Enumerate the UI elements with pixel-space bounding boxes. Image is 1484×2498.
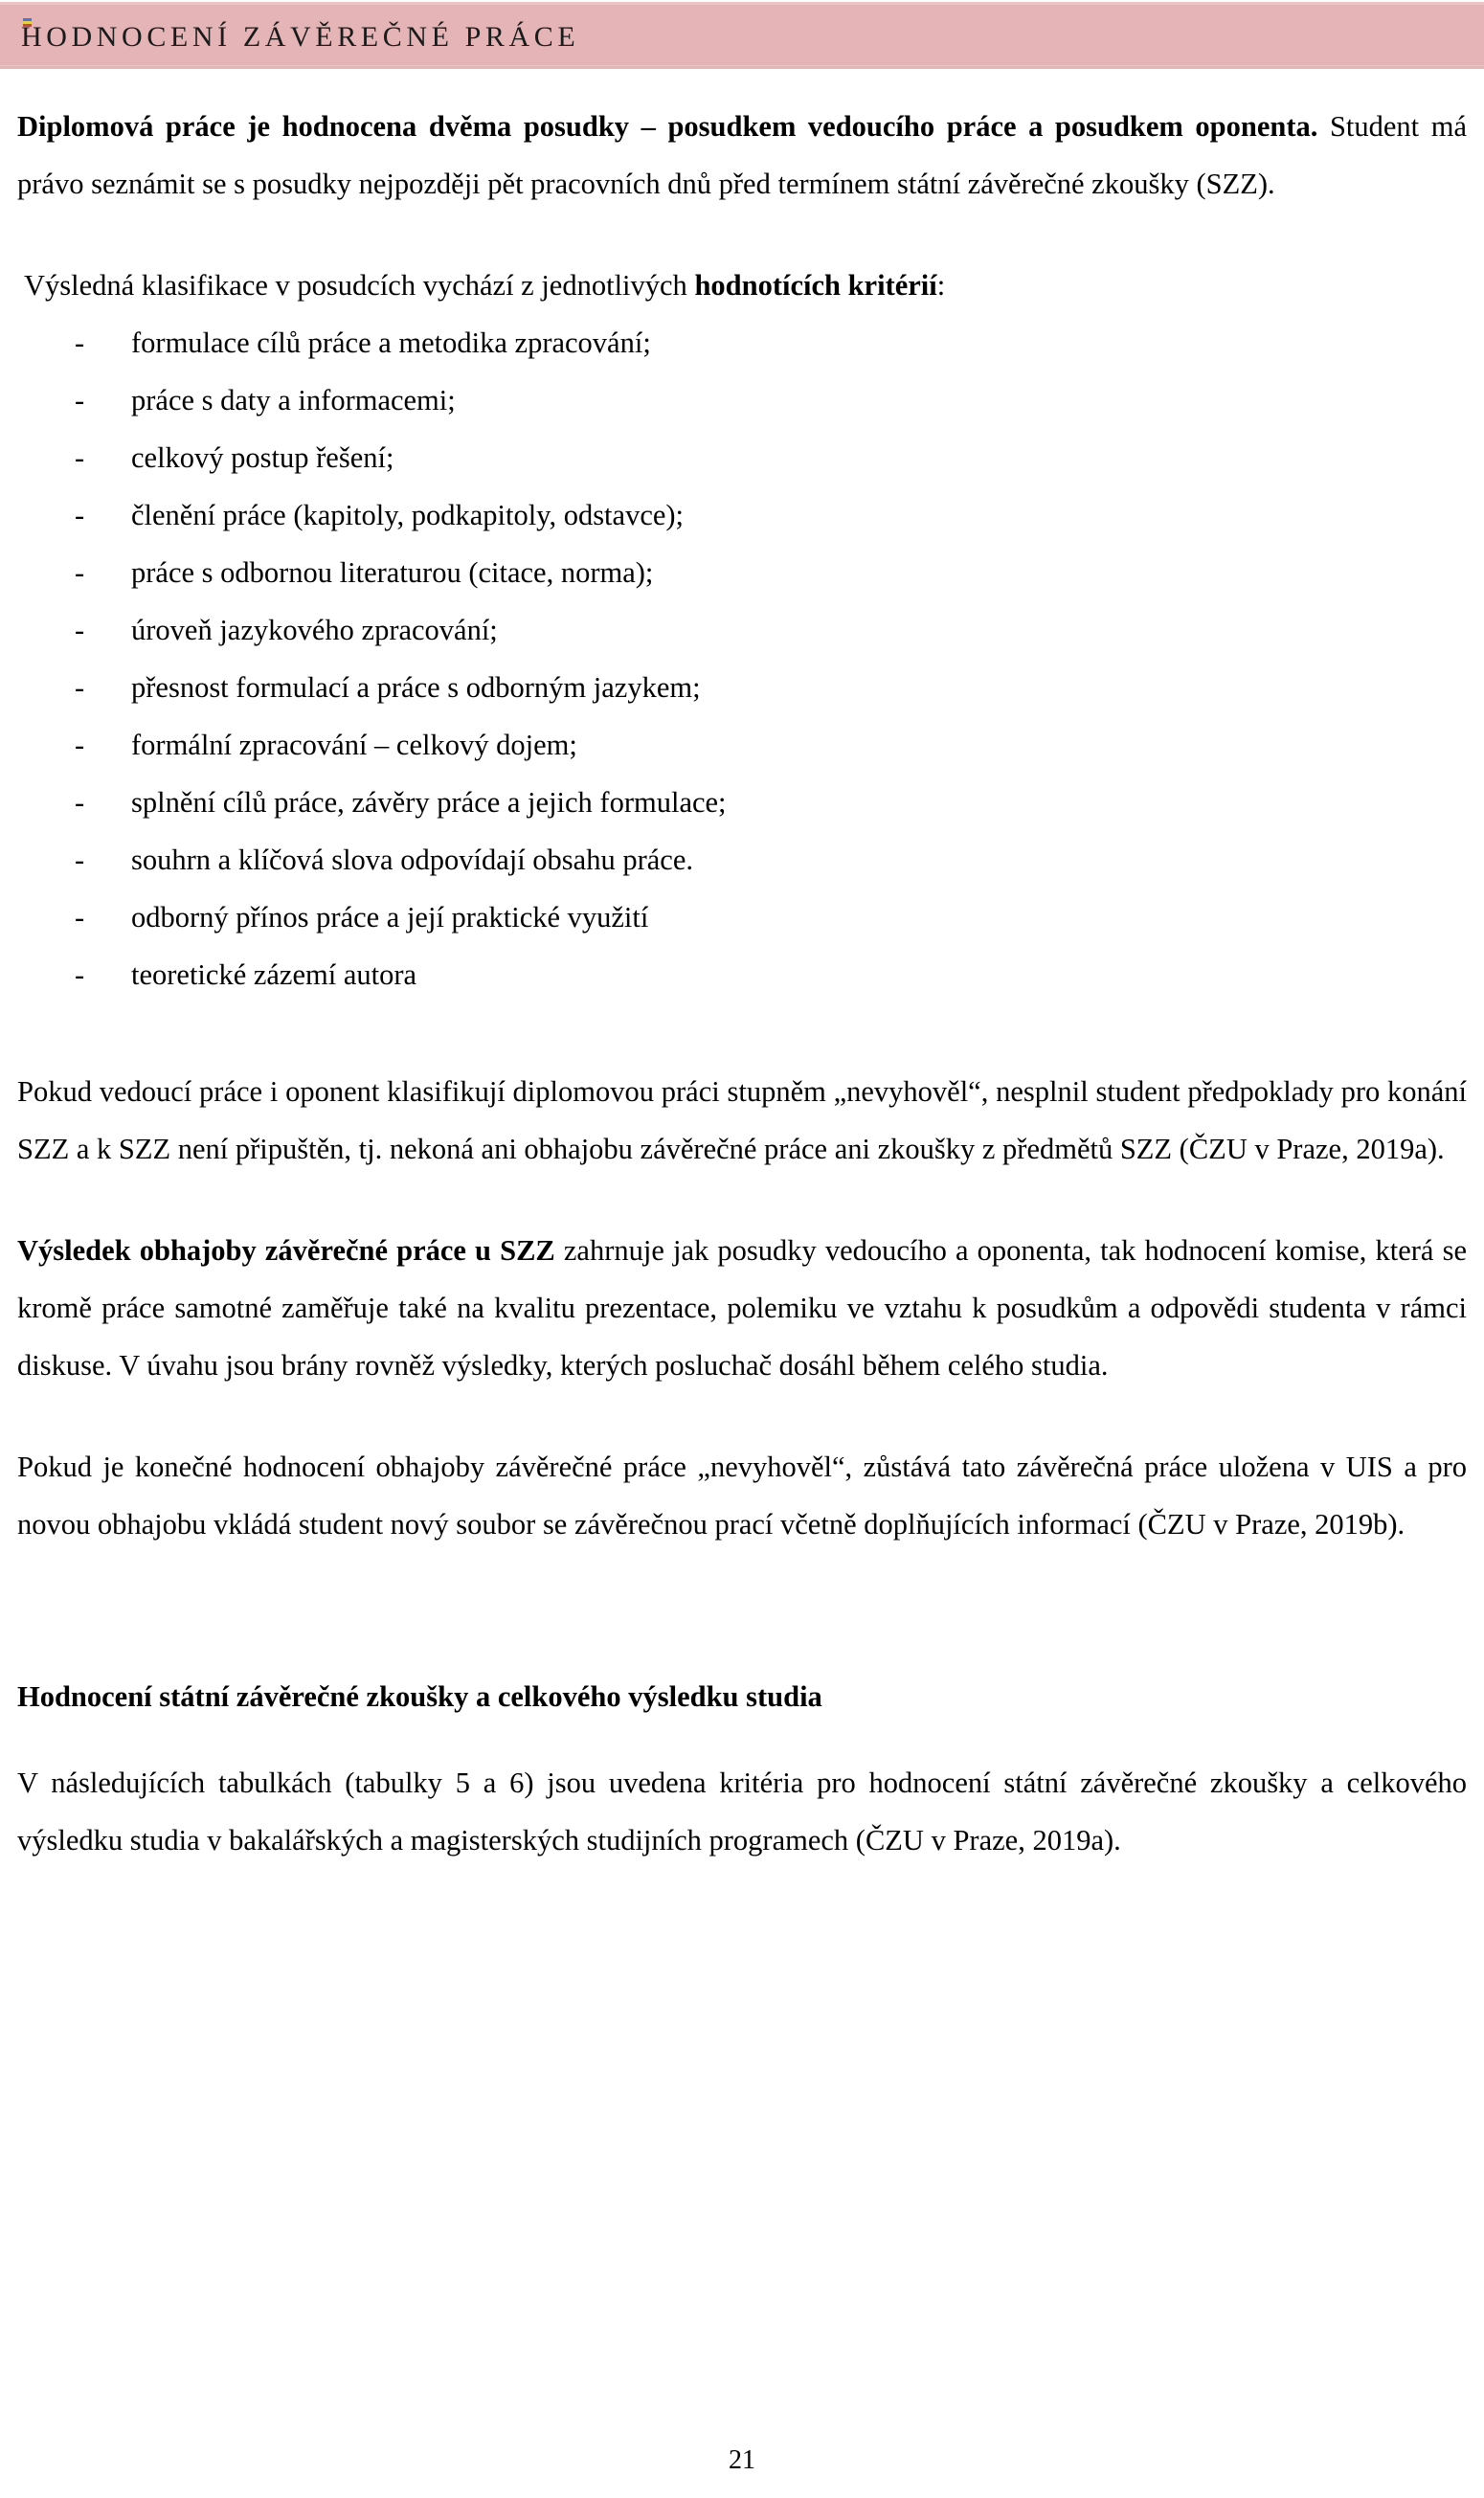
list-item	[0, 659, 1484, 716]
paragraph-uis: Pokud je konečné hodnocení obhajoby závěrečné práce „nevyhověl“, zůstává tato závěrečná práce uložena v UIS a pro novou obhajobu vkládá student nový soubor se závěrečnou prací včetně doplňujících informací (ČZU v Praze, 2019b).	[17, 1451, 1467, 1541]
list-item-label: formální zpracování – celkový dojem;	[131, 729, 577, 761]
list-item-label: členění práce (kapitoly, podkapitoly, odstavce);	[131, 499, 685, 531]
list-item-label: souhrn a klíčová slova odpovídají obsahu práce.	[131, 844, 693, 876]
paragraph-intro	[0, 98, 1484, 213]
list-item-label: přesnost formulací a práce s odborným jazykem;	[131, 671, 701, 704]
dash-bullet-icon: -	[75, 901, 85, 934]
list-item	[0, 314, 1484, 371]
list-item-label: formulace cílů práce a metodika zpracování;	[131, 326, 651, 359]
spacer	[0, 1725, 1484, 1754]
dash-bullet-icon: -	[75, 614, 85, 646]
list-item-label: celkový postup řešení;	[131, 441, 394, 474]
criteria-intro-bold: hodnotících kritérií	[694, 269, 937, 302]
dash-bullet-icon: -	[75, 384, 85, 416]
page-number: 21	[729, 2445, 755, 2475]
dash-bullet-icon: -	[75, 441, 85, 474]
paragraph-vysledek-rest: zahrnuje jak posudky vedoucího a oponenta, tak hodnocení komise, která se kromě práce samotné zaměřuje také na kvalitu prezentace, polemiku ve vztahu k posudkům a odpovědi studenta v rámci diskuse. V úvahu jsou brány rovněž výsledky, kterých posluchač dosáhl během celého studia.	[17, 1234, 1467, 1382]
dash-bullet-icon: -	[75, 326, 85, 359]
list-item	[0, 544, 1484, 601]
list-item-label: teoretické zázemí autora	[131, 958, 417, 991]
spacer	[0, 69, 1484, 98]
running-head-band	[0, 2, 1484, 69]
spacer	[0, 1003, 1484, 1063]
list-item	[0, 716, 1484, 774]
paragraph-tables-intro: V následujících tabulkách (tabulky 5 a 6) jsou uvedena kritéria pro hodnocení státní závěrečné zkoušky a celkového výsledku studia v bakalářských a magisterských studijních programech (ČZU v Praze, 2019a).	[17, 1767, 1467, 1857]
paragraph-nevyhovel: Pokud vedoucí práce i oponent klasifikují diplomovou práci stupněm „nevyhověl“, nesplnil student předpoklady pro konání SZZ a k SZZ není připuštěn, tj. nekoná ani obhajobu závěrečné práce ani zkoušky z předmětů SZZ (ČZU v Praze, 2019a).	[17, 1075, 1467, 1165]
paragraph-intro-bold-lead: Diplomová práce je hodnocena dvěma posudky – posudkem vedoucího práce a posudkem oponenta.	[17, 110, 1318, 143]
dash-bullet-icon: -	[75, 556, 85, 589]
list-item	[0, 889, 1484, 946]
list-item-label: splnění cílů práce, závěry práce a jejich formulace;	[131, 786, 727, 819]
spacer	[0, 1553, 1484, 1668]
document-content	[0, 69, 1484, 1869]
spacer	[0, 213, 1484, 257]
list-item	[0, 946, 1484, 1003]
criteria-intro-tail: :	[936, 269, 946, 302]
list-item-label: práce s daty a informacemi;	[131, 384, 456, 416]
list-item-label: práce s odbornou literaturou (citace, norma);	[131, 556, 654, 589]
list-item	[0, 601, 1484, 659]
criteria-list	[0, 314, 1484, 1003]
section-subheading: Hodnocení státní závěrečné zkoušky a celkového výsledku studia	[17, 1680, 822, 1713]
dash-bullet-icon: -	[75, 958, 85, 991]
spacer	[0, 1178, 1484, 1222]
dash-bullet-icon: -	[75, 786, 85, 819]
dash-bullet-icon: -	[75, 844, 85, 876]
list-item	[0, 371, 1484, 429]
dash-bullet-icon: -	[75, 729, 85, 761]
list-item	[0, 429, 1484, 486]
running-head-title: HODNOCENÍ ZÁVĚREČNÉ PRÁCE	[21, 21, 580, 53]
list-item-label: úroveň jazykového zpracování;	[131, 614, 498, 646]
paragraph-intro-rest: Student má právo seznámit se s posudky nejpozději pět pracovních dnů před termínem státní závěrečné zkoušky (SZZ).	[17, 110, 1467, 200]
criteria-intro-plain: Výsledná klasifikace v posudcích vychází z jednotlivých	[24, 269, 695, 302]
paragraph-vysledek-bold-lead: Výsledek obhajoby závěrečné práce u SZZ	[17, 1234, 555, 1267]
list-item-label: odborný přínos práce a její praktické využití	[131, 901, 649, 934]
criteria-intro-line	[0, 257, 1484, 314]
dash-bullet-icon: -	[75, 499, 85, 531]
list-item	[0, 486, 1484, 544]
list-item	[0, 831, 1484, 889]
spacer	[0, 1394, 1484, 1438]
list-item	[0, 774, 1484, 831]
dash-bullet-icon: -	[75, 671, 85, 704]
paragraph-vysledek-obhajoby	[0, 1222, 1484, 1394]
